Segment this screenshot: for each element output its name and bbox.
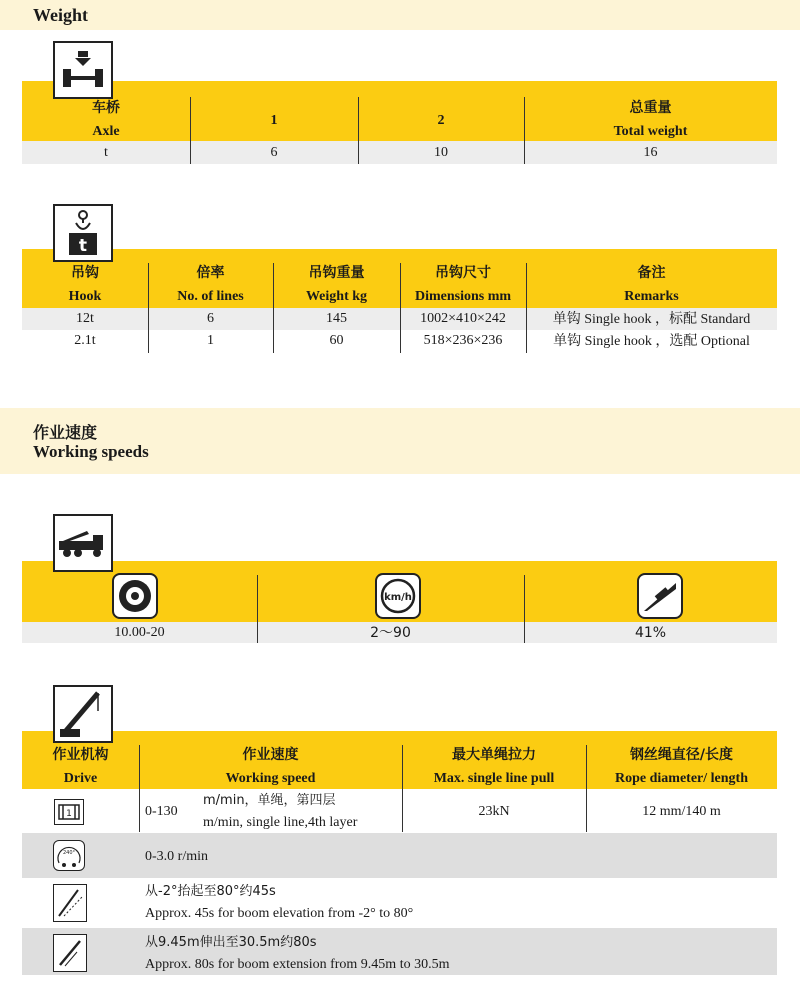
gradeability-icon (637, 573, 683, 619)
weight-total: 16 (643, 145, 658, 160)
luffing-icon (53, 884, 87, 922)
hoist-line-pull: 23kN (478, 804, 510, 819)
hook-row-1-dimensions: 1002×410×242 (420, 311, 506, 326)
hoist-icon-label: 1 (66, 809, 72, 819)
hoist-rope: 12 mm/140 m (642, 804, 721, 819)
slew-row-bg (22, 833, 777, 878)
telescoping-text-zh: 从9.45m伸出至30.5m约80s (145, 935, 317, 950)
col-header-rope: 钢丝绳直径/长度 Rope diameter/ length (615, 747, 748, 786)
hook-row-2-weight: 60 (329, 333, 344, 348)
hook-row-1-lines: 6 (207, 311, 214, 326)
luffing-text-en: Approx. 45s for boom elevation from -2° to 80° (145, 906, 414, 921)
col-header-hook: 吊钩 Hook (68, 265, 102, 304)
boom-crane-icon (53, 685, 113, 743)
weight-title: Weight (33, 5, 89, 25)
col-header-axle-1: 1 (270, 113, 278, 128)
hook-row-2-lines: 1 (207, 333, 214, 348)
hook-row-1-remarks: 单钩 Single hook ，标配 Standard (552, 311, 751, 327)
hook-row-2-capacity: 2.1t (74, 333, 96, 348)
col-header-hook-weight: 吊钩重量 Weight kg (305, 265, 368, 304)
col-header-drive: 作业机构 Drive (52, 747, 109, 786)
slew-icon-label: 240° (62, 849, 76, 856)
speeds-title-zh: 作业速度 (33, 423, 98, 442)
col-header-total-weight: 总重量 Total weight (613, 100, 688, 139)
speeds-section-header (0, 408, 800, 474)
axle-icon (53, 41, 113, 99)
speedometer-icon (375, 573, 421, 619)
hook-icon-label: t (78, 236, 88, 256)
col-header-lines: 倍率 No. of lines (177, 265, 244, 304)
telescoping-text-en: Approx. 80s for boom extension from 9.45m to 30.5m (145, 957, 450, 972)
weight-axle-1: 6 (270, 145, 278, 160)
hoist-winch-icon (54, 799, 84, 825)
travel-speed: 2～90 (370, 625, 411, 641)
col-header-axle-2: 2 (437, 113, 445, 128)
hook-row-2-dimensions: 518×236×236 (423, 333, 503, 348)
weight-axle-2: 10 (434, 145, 448, 160)
col-header-axle: 车桥 Axle (92, 100, 120, 139)
tire-icon (112, 573, 158, 619)
hoist-speed: 0-130 (145, 804, 178, 819)
col-header-remarks: 备注 Remarks (624, 265, 679, 304)
truck-crane-icon (53, 514, 113, 572)
hook-icon (53, 204, 113, 262)
hoist-unit-zh: m/min，单绳，第四层 (203, 793, 336, 808)
speeds-title-en: Working speeds (33, 442, 149, 461)
weight-section-header (0, 0, 800, 30)
hook-row-1-weight: 145 (326, 311, 347, 326)
luffing-text-zh: 从-2°抬起至80°约45s (145, 884, 276, 899)
hoist-unit-en: m/min, single line,4th layer (203, 815, 358, 830)
weight-unit: t (104, 145, 108, 160)
col-header-dimensions: 吊钩尺寸 Dimensions mm (414, 265, 512, 304)
hook-row-2-remarks: 单钩 Single hook ，选配 Optional (553, 333, 750, 349)
tire-size: 10.00-20 (114, 625, 165, 640)
telescoping-icon (53, 934, 87, 972)
col-header-working-speed: 作业速度 Working speed (225, 747, 316, 786)
speed-icon-label: km/h (384, 592, 412, 603)
gradeability: 41% (634, 625, 667, 641)
slewing-icon (53, 840, 85, 871)
col-header-line-pull: 最大单绳拉力 Max. single line pull (433, 747, 555, 786)
slew-speed: 0-3.0 r/min (145, 849, 208, 864)
hook-row-1-capacity: 12t (76, 311, 94, 326)
